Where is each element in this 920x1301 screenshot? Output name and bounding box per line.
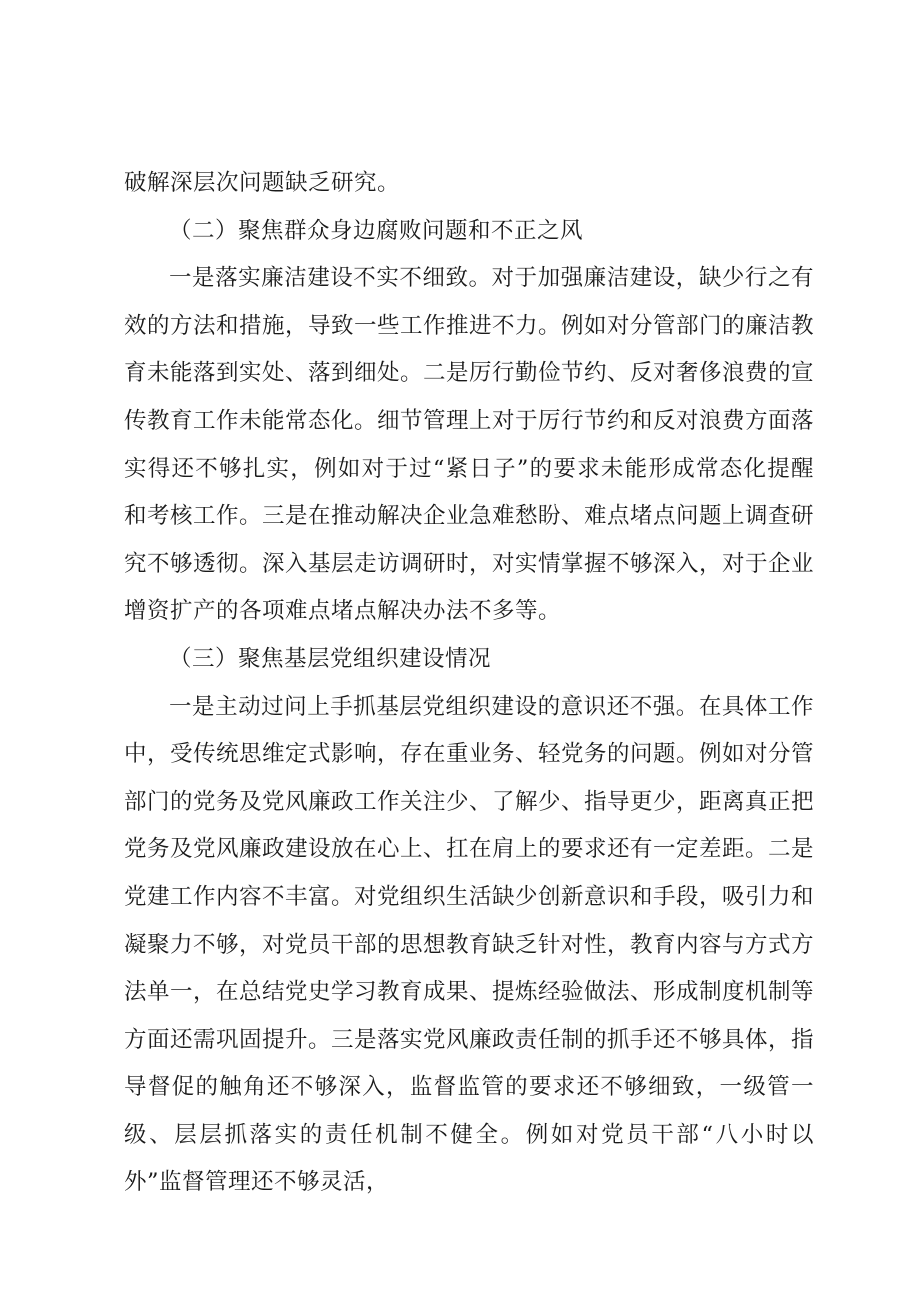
section-3-body: 一是主动过问上手抓基层党组织建设的意识还不强。在具体工作中，受传统思维定式影响，存在重业务、轻党务的问题。例如对分管部门的党务及党风廉政工作关注少、了解少、指导更少，距离真正把党务及党风廉政建设放在心上、扛在肩上的要求还有一定差距。二是党建工作内容不丰富。对党组织生活缺少创新意识和手段，吸引力和凝聚力不够，对党员干部的思想教育缺乏针对性，教育内容与方式方法单一，在总结党史学习教育成果、提炼经验做法、形成制度机制等方面还需巩固提升。三是落实党风廉政责任制的抓手还不够具体，指导督促的触角还不够深入，监督监管的要求还不够细致，一级管一级、层层抓落实的责任机制不健全。例如对党员干部“八小时以外”监督管理还不够灵活，: [124, 693, 815, 1196]
section-3-heading: （三）聚焦基层党组织建设情况: [169, 645, 492, 672]
section-2-body: 一是落实廉洁建设不实不细致。对于加强廉洁建设，缺少行之有效的方法和措施，导致一些工作推进不力。例如对分管部门的廉洁教育未能落到实处、落到细处。二是厉行勤俭节约、反对奢侈浪费的宣传教育工作未能常态化。细节管理上对于厉行节约和反对浪费方面落实得还不够扎实，例如对于过“紧日子”的要求未能形成常态化提醒和考核工作。三是在推动解决企业急难愁盼、难点堵点问题上调查研究不够透彻。深入基层走访调研时，对实情掌握不够深入，对于企业增资扩产的各项难点堵点解决办法不多等。: [124, 265, 815, 625]
section-2-heading: （二）聚焦群众身边腐败问题和不正之风: [169, 217, 584, 244]
document-body: [124, 160, 814, 1207]
lead-fragment: 破解深层次问题缺乏研究。: [124, 170, 401, 196]
